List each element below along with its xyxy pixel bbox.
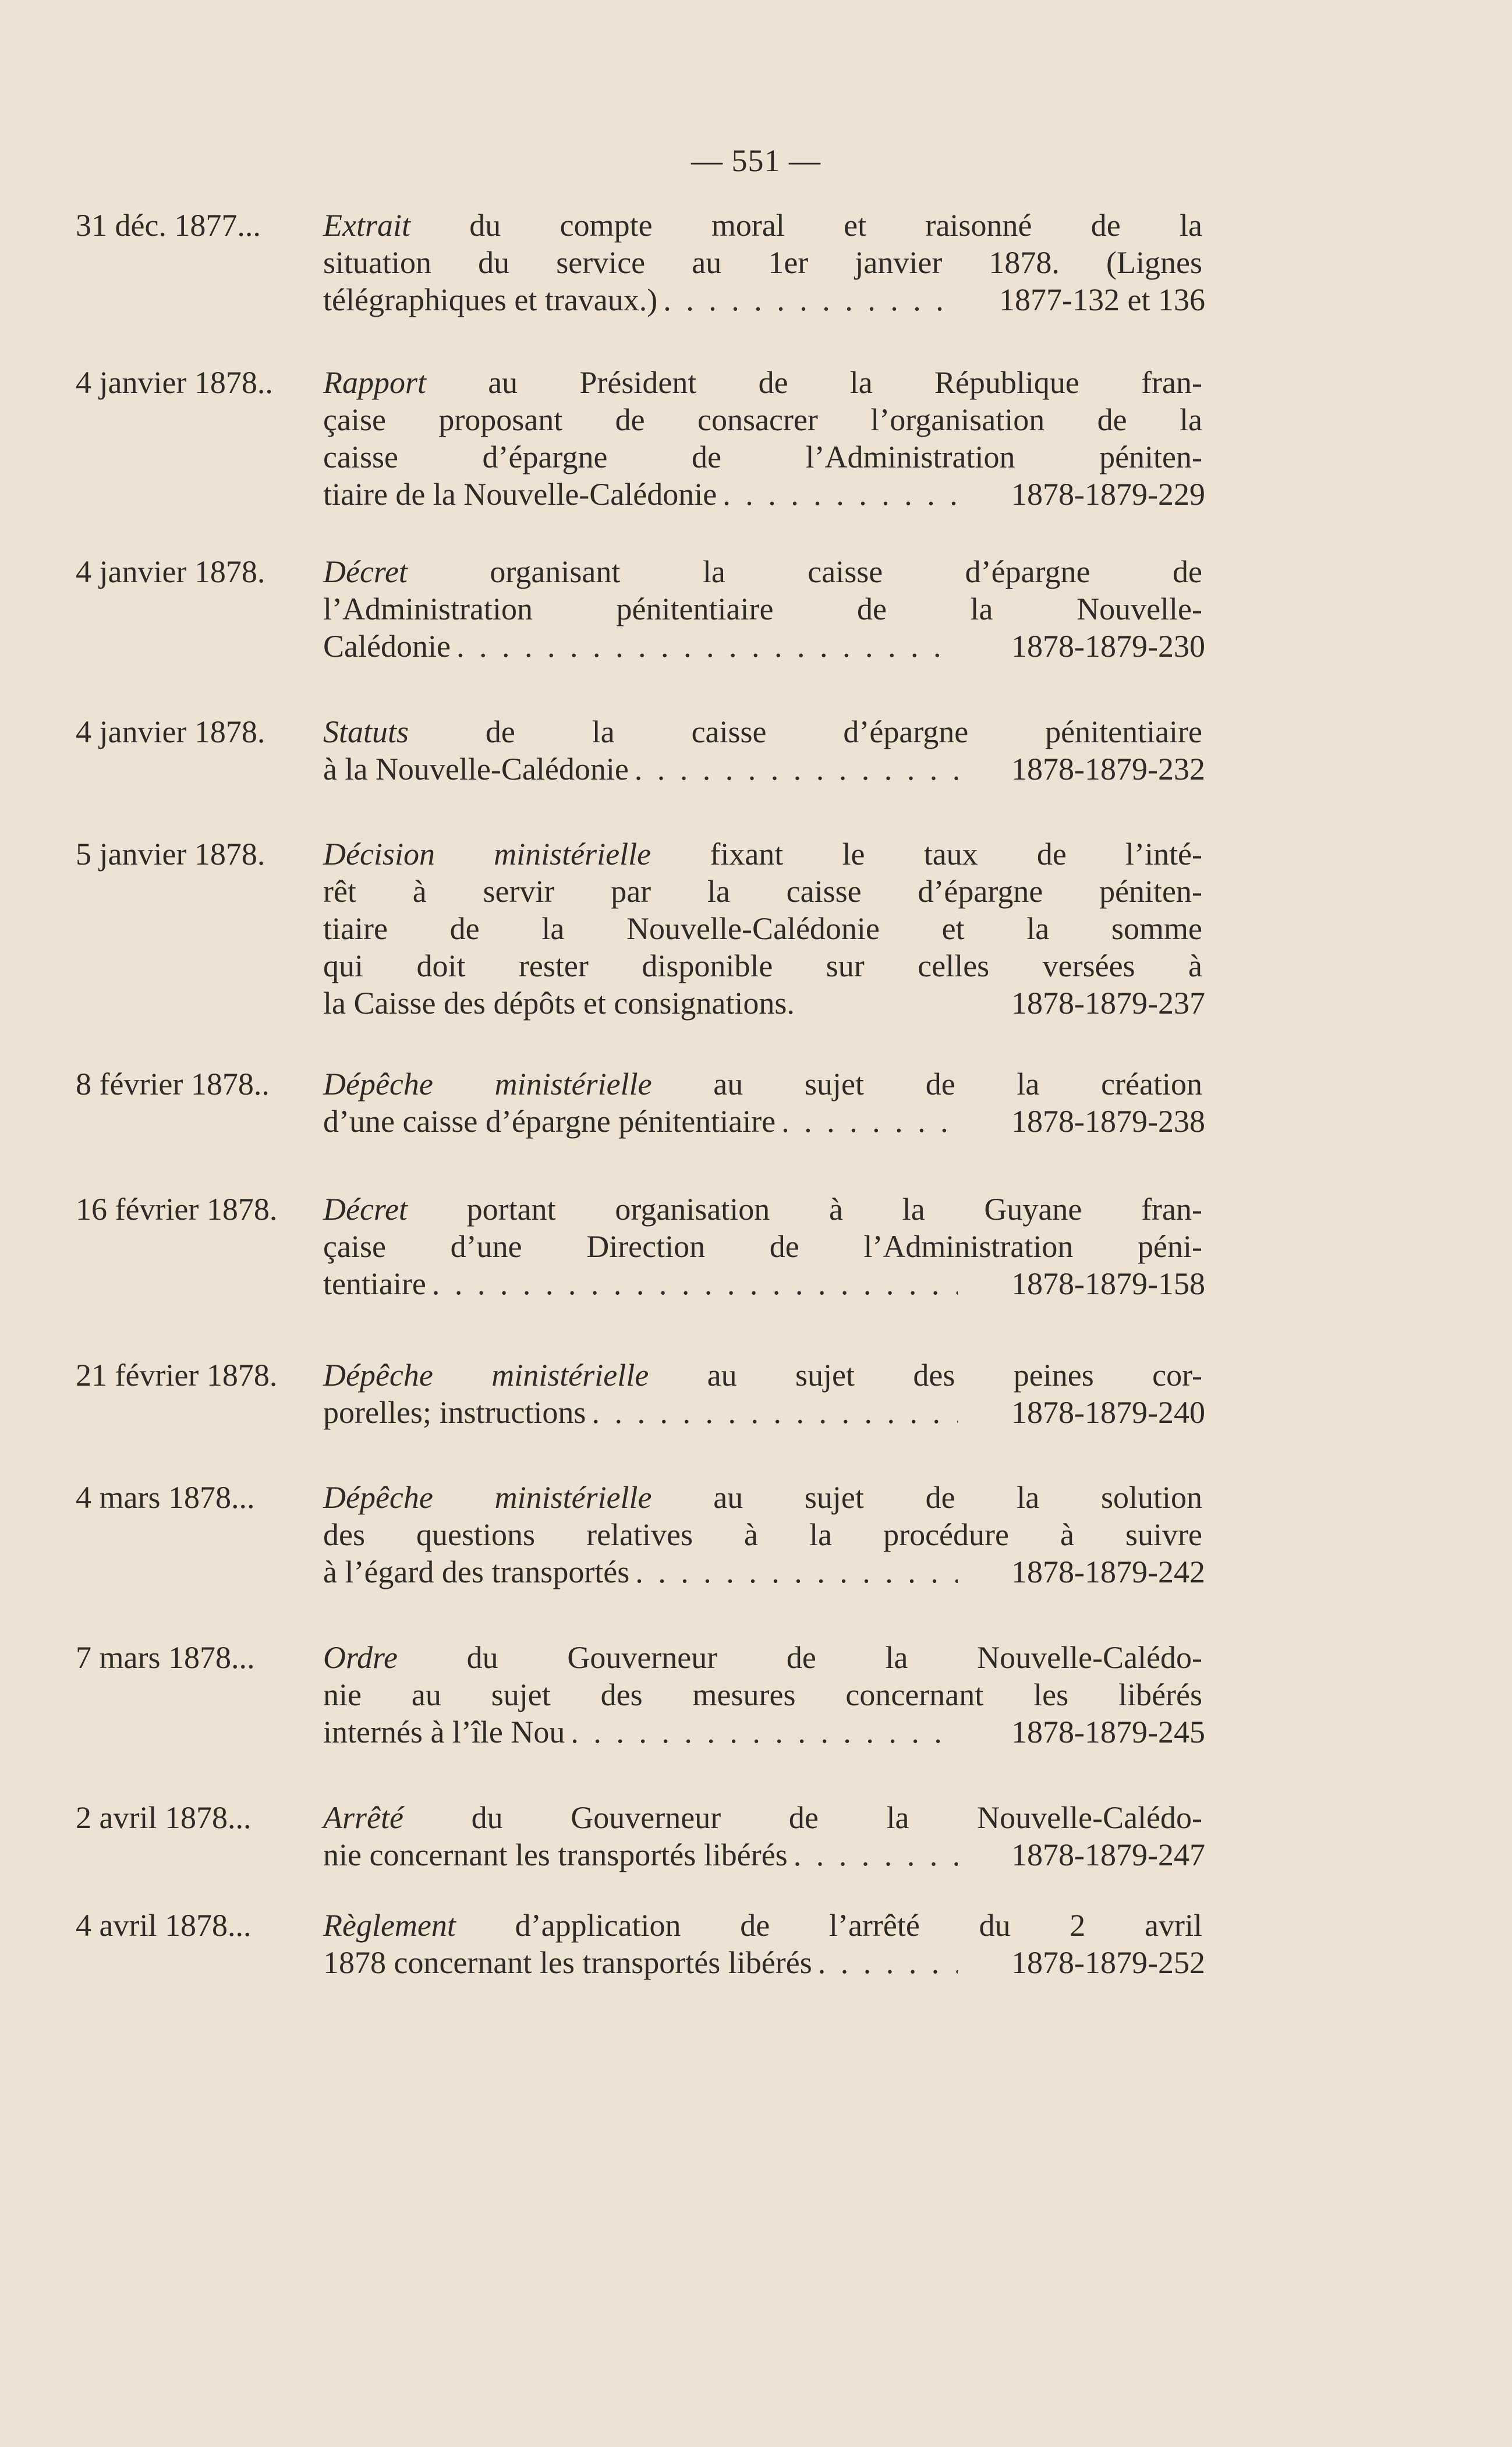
entry-line — [323, 1516, 1202, 1553]
entry-document-type: Ordre — [323, 1640, 398, 1675]
entry-line-text: çaise proposant de consacrer l’organisation de la — [323, 402, 1202, 437]
entry-line — [323, 910, 1202, 947]
leader-dots — [818, 1944, 958, 1981]
entry-date: 4 avril 1878... — [76, 1908, 252, 1943]
entry-reference: 1878-1879-242 — [1011, 1554, 1205, 1589]
entry-line — [323, 401, 1202, 438]
entry-document-type: Extrait — [323, 208, 410, 243]
entry-reference: 1878-1879-158 — [1011, 1266, 1205, 1301]
entry-reference: 1878-1879-247 — [1011, 1837, 1205, 1872]
leader-dots — [571, 1713, 958, 1751]
entry-document-type: Dépêche ministérielle — [323, 1358, 649, 1393]
entry-date: 16 février 1878. — [76, 1192, 278, 1227]
entry-line — [323, 1799, 1202, 1836]
entry-line-text: organisant la caisse d’épargne de — [407, 554, 1202, 589]
entry-line-text: nie au sujet des mesures concernant les libérés — [323, 1677, 1202, 1712]
entry-line — [323, 750, 964, 788]
entry-line-text: tentiaire — [323, 1266, 426, 1301]
entry-line-text: tiaire de la Nouvelle-Calédonie — [323, 477, 717, 512]
entry-line — [323, 281, 964, 318]
entry-line — [323, 713, 1202, 750]
entry-date: 4 janvier 1878.. — [76, 365, 273, 400]
entry-line-text: çaise d’une Direction de l’Administration péni- — [323, 1229, 1202, 1264]
entry-reference: 1878-1879-245 — [1011, 1715, 1205, 1750]
entry-line — [323, 1265, 964, 1302]
entry-line — [323, 1103, 964, 1140]
entry-line — [323, 1944, 964, 1981]
entry-line — [323, 590, 1202, 628]
entry-line — [323, 1228, 1202, 1265]
entry-line — [323, 476, 964, 513]
entry-reference: 1878-1879-232 — [1011, 752, 1205, 787]
page-number: — 551 — — [691, 143, 821, 178]
entry-line-text: tiaire de la Nouvelle-Calédonie et la somme — [323, 911, 1202, 946]
entry-date: 8 février 1878.. — [76, 1067, 270, 1102]
entry-line — [323, 835, 1202, 873]
entry-line — [323, 1639, 1202, 1676]
entry-line — [323, 1191, 1202, 1228]
entry-document-type: Arrêté — [323, 1800, 403, 1835]
entry-line-text: de la caisse d’épargne pénitentiaire — [409, 714, 1202, 749]
entry-reference: 1877-132 et 136 — [999, 282, 1205, 317]
entry-line-text: d’une caisse d’épargne pénitentiaire — [323, 1104, 776, 1139]
entry-line-text: à la Nouvelle-Calédonie — [323, 752, 629, 787]
entry-line-text: fixant le taux de l’inté- — [651, 837, 1202, 872]
entry-line-text: caisse d’épargne de l’Administration péniten- — [323, 440, 1202, 474]
entry-date: 4 janvier 1878. — [76, 714, 265, 749]
entry-line — [323, 1713, 964, 1751]
entry-line-text: la Caisse des dépôts et consignations. — [323, 986, 795, 1021]
entry-line-text: à l’égard des transportés — [323, 1554, 630, 1589]
entry-line-text: des questions relatives à la procédure à suivre — [323, 1517, 1202, 1552]
entry-date: 4 janvier 1878. — [76, 554, 265, 589]
leader-dots — [592, 1394, 958, 1431]
entry-line-text: internés à l’île Nou — [323, 1715, 565, 1750]
entry-line — [323, 1394, 964, 1431]
entry-line-text: télégraphiques et travaux.) — [323, 282, 658, 317]
entry-line — [323, 1907, 1202, 1944]
entry-line-text: du compte moral et raisonné de la — [410, 208, 1202, 243]
entry-line — [323, 873, 1202, 910]
entry-line — [323, 244, 1202, 281]
entry-line-text: au sujet de la solution — [651, 1480, 1202, 1515]
entry-line — [323, 553, 1202, 590]
entry-date: 31 déc. 1877... — [76, 208, 261, 243]
entry-line-text: au sujet des peines cor- — [649, 1358, 1202, 1393]
entry-line — [323, 1836, 964, 1874]
entry-line — [323, 438, 1202, 476]
entry-reference: 1878-1879-229 — [1011, 477, 1205, 512]
leader-dots — [663, 281, 958, 318]
entry-line — [323, 207, 1202, 244]
entry-document-type: Décret — [323, 1192, 408, 1227]
entry-date: 7 mars 1878... — [76, 1640, 255, 1675]
entry-line-text: l’Administration pénitentiaire de la Nouvelle- — [323, 592, 1202, 626]
entry-reference: 1878-1879-252 — [1011, 1945, 1205, 1980]
entry-date: 4 mars 1878... — [76, 1480, 255, 1515]
entry-date: 2 avril 1878... — [76, 1800, 252, 1835]
entry-line-text: nie concernant les transportés libérés — [323, 1837, 788, 1872]
entry-line — [323, 628, 964, 665]
entry-line-text: qui doit rester disponible sur celles versées à — [323, 948, 1202, 983]
entry-line-text: situation du service au 1er janvier 1878. (Lignes — [323, 245, 1202, 280]
entry-document-type: Dépêche ministérielle — [323, 1067, 652, 1102]
entry-line — [323, 1357, 1202, 1394]
leader-dots — [456, 628, 958, 665]
leader-dots — [635, 750, 958, 788]
entry-line-text: au sujet de la création — [651, 1067, 1202, 1102]
entry-reference: 1878-1879-237 — [1011, 986, 1205, 1021]
entry-reference: 1878-1879-238 — [1011, 1104, 1205, 1139]
entry-line-text: du Gouverneur de la Nouvelle-Calédo- — [403, 1800, 1202, 1835]
entry-line-text: 1878 concernant les transportés libérés — [323, 1945, 812, 1980]
entry-line — [323, 985, 964, 1022]
leader-dots — [635, 1553, 958, 1591]
entry-date: 5 janvier 1878. — [76, 837, 265, 872]
entry-line-text: portant organisation à la Guyane fran- — [407, 1192, 1202, 1227]
entry-line-text: porelles; instructions — [323, 1395, 586, 1430]
entry-document-type: Décret — [323, 554, 408, 589]
entry-line — [323, 1676, 1202, 1713]
entry-line-text: d’application de l’arrêté du 2 avril — [455, 1908, 1202, 1943]
entry-date: 21 février 1878. — [76, 1358, 278, 1393]
entry-document-type: Statuts — [323, 714, 409, 749]
leader-dots — [723, 476, 958, 513]
leader-dots — [794, 1836, 958, 1874]
entry-line — [323, 1553, 964, 1591]
entry-document-type: Règlement — [323, 1908, 456, 1943]
entry-line — [323, 947, 1202, 985]
entry-line — [323, 364, 1202, 401]
entry-line-text: rêt à servir par la caisse d’épargne péniten- — [323, 874, 1202, 909]
entry-document-type: Dépêche ministérielle — [323, 1480, 652, 1515]
entry-line-text: Calédonie — [323, 629, 451, 664]
entry-document-type: Décision ministérielle — [323, 837, 651, 872]
leader-dots — [781, 1103, 958, 1140]
entry-line-text: du Gouverneur de la Nouvelle-Calédo- — [398, 1640, 1202, 1675]
entry-reference: 1878-1879-230 — [1011, 629, 1205, 664]
entry-reference: 1878-1879-240 — [1011, 1395, 1205, 1430]
entry-line — [323, 1479, 1202, 1516]
entry-line — [323, 1065, 1202, 1103]
entry-document-type: Rapport — [323, 365, 427, 400]
leader-dots — [432, 1265, 958, 1302]
entry-line-text: au Président de la République fran- — [426, 365, 1202, 400]
